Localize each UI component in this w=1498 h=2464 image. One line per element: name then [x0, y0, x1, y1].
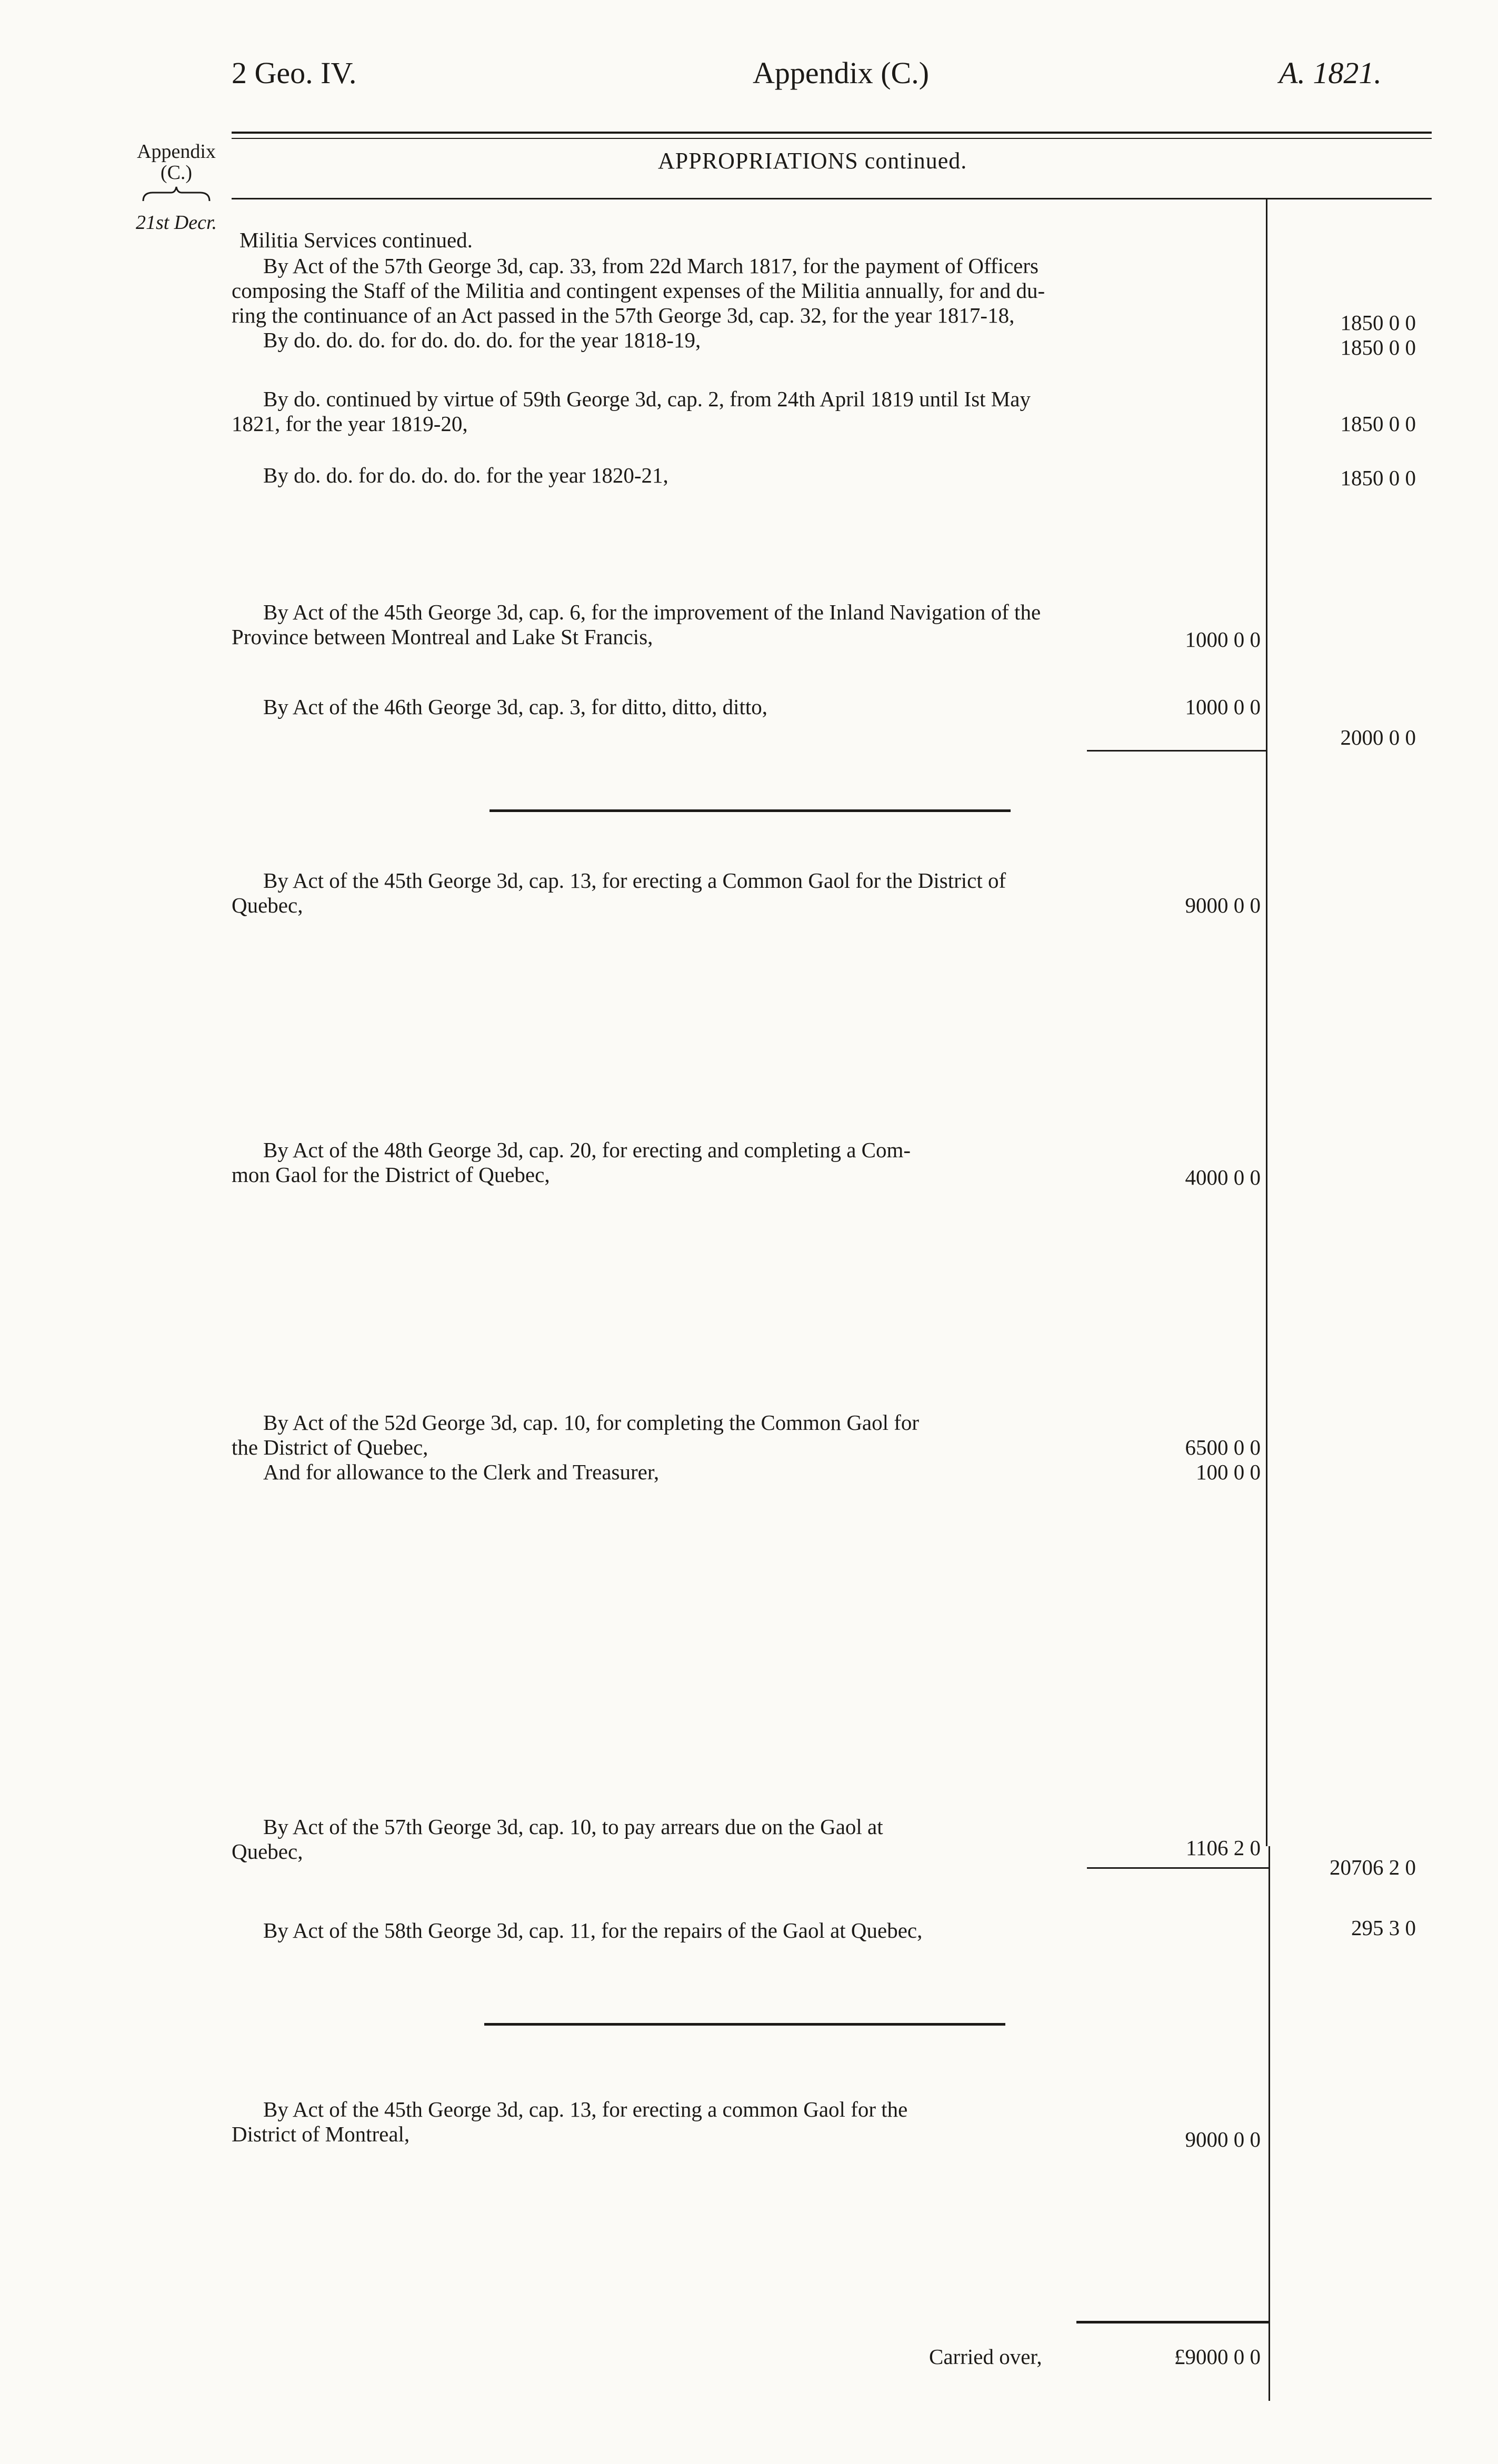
entry-total: 2000 0 0 — [1340, 725, 1416, 749]
sidebar-appendix-sub: (C.) — [160, 162, 193, 184]
entry-amount: 6500 0 0 — [1185, 1435, 1261, 1459]
carried-over-rule — [1076, 2321, 1269, 2323]
entry-amount: 1000 0 0 — [1185, 627, 1261, 652]
sidebar-appendix: Appendix — [137, 141, 216, 163]
entry-text: By Act of the 57th George 3d, cap. 33, from 22d March 1817, for the payment of Officers — [263, 254, 1038, 278]
entry-text: Quebec, — [232, 1839, 303, 1864]
entry-text: By do. do. do. for do. do. do. for the year 1818-19, — [263, 328, 701, 352]
entry-total: 1850 0 0 — [1340, 335, 1416, 359]
header-rule-thin — [232, 138, 1432, 139]
entry-total: 1850 0 0 — [1340, 310, 1416, 335]
entry-text: By Act of the 45th George 3d, cap. 13, for erecting a Common Gaol for the District of — [263, 868, 1006, 893]
entry-text: By Act of the 52d George 3d, cap. 10, for completing the Common Gaol for — [263, 1410, 920, 1435]
entry-total: 1850 0 0 — [1340, 466, 1416, 490]
carried-over-label: Carried over, — [929, 2345, 1042, 2369]
header-right: A. 1821. — [1279, 56, 1382, 90]
entry-text: the District of Quebec, — [232, 1435, 428, 1459]
entry-text: mon Gaol for the District of Quebec, — [232, 1163, 550, 1187]
entry-amount: 9000 0 0 — [1185, 2127, 1261, 2151]
entry-text: And for allowance to the Clerk and Treasurer, — [263, 1460, 660, 1484]
sidebar-date: 21st Decr. — [135, 212, 217, 234]
entry-total: 20706 2 0 — [1330, 1855, 1416, 1879]
header-left: 2 Geo. IV. — [232, 56, 357, 90]
entry-text: By Act of the 45th George 3d, cap. 6, for the improvement of the Inland Navigation of the — [263, 600, 1041, 624]
entry-amount: 9000 0 0 — [1185, 893, 1261, 917]
section-rule — [232, 198, 1432, 199]
section-divider — [490, 809, 1011, 812]
section-divider — [484, 2023, 1005, 2026]
entry-text: By do. do. for do. do. do. for the year 1820-21, — [263, 463, 668, 487]
entry-text: composing the Staff of the Militia and contingent expenses of the Militia annually, for and du- — [232, 278, 1045, 303]
subtotal-rule — [1087, 1867, 1269, 1869]
entry-text: 1821, for the year 1819-20, — [232, 412, 468, 436]
entry-text: By Act of the 46th George 3d, cap. 3, for ditto, ditto, ditto, — [263, 695, 768, 719]
entry-text: By do. continued by virtue of 59th George 3d, cap. 2, from 24th April 1819 until Ist May — [263, 387, 1031, 411]
entry-total: 1850 0 0 — [1340, 412, 1416, 436]
entry-text: Province between Montreal and Lake St Francis, — [232, 625, 653, 649]
carried-over-amount: £9000 0 0 — [1174, 2345, 1261, 2369]
entry-text: By Act of the 58th George 3d, cap. 11, for the repairs of the Gaol at Quebec, — [263, 1918, 923, 1942]
entry-amount: 4000 0 0 — [1185, 1165, 1261, 1189]
entry-text: By Act of the 48th George 3d, cap. 20, for erecting and completing a Com- — [263, 1138, 911, 1162]
header-rule — [232, 132, 1432, 134]
entry-amount: 1000 0 0 — [1185, 695, 1261, 719]
entry-text: By Act of the 45th George 3d, cap. 13, for erecting a common Gaol for the — [263, 2097, 908, 2121]
sidebar-brace-icon — [142, 185, 211, 203]
subtotal-rule — [1087, 750, 1266, 752]
section-title: APPROPRIATIONS continued. — [658, 148, 967, 174]
entry-text: District of Montreal, — [232, 2122, 410, 2146]
entry-total: 295 3 0 — [1351, 1916, 1416, 1940]
entry-text: Quebec, — [232, 893, 303, 917]
entry-text: By Act of the 57th George 3d, cap. 10, to pay arrears due on the Gaol at — [263, 1815, 883, 1839]
entry-amount: 100 0 0 — [1196, 1460, 1261, 1484]
column-rule-amount — [1266, 199, 1267, 1846]
header-center: Appendix (C.) — [753, 56, 930, 90]
entry-militia-heading: Militia Services continued. — [239, 228, 473, 252]
entry-text: ring the continuance of an Act passed in the 57th George 3d, cap. 32, for the year 1817-18, — [232, 303, 1015, 327]
column-rule-amount-lower — [1269, 1846, 1270, 2401]
entry-amount: 1106 2 0 — [1186, 1836, 1261, 1860]
